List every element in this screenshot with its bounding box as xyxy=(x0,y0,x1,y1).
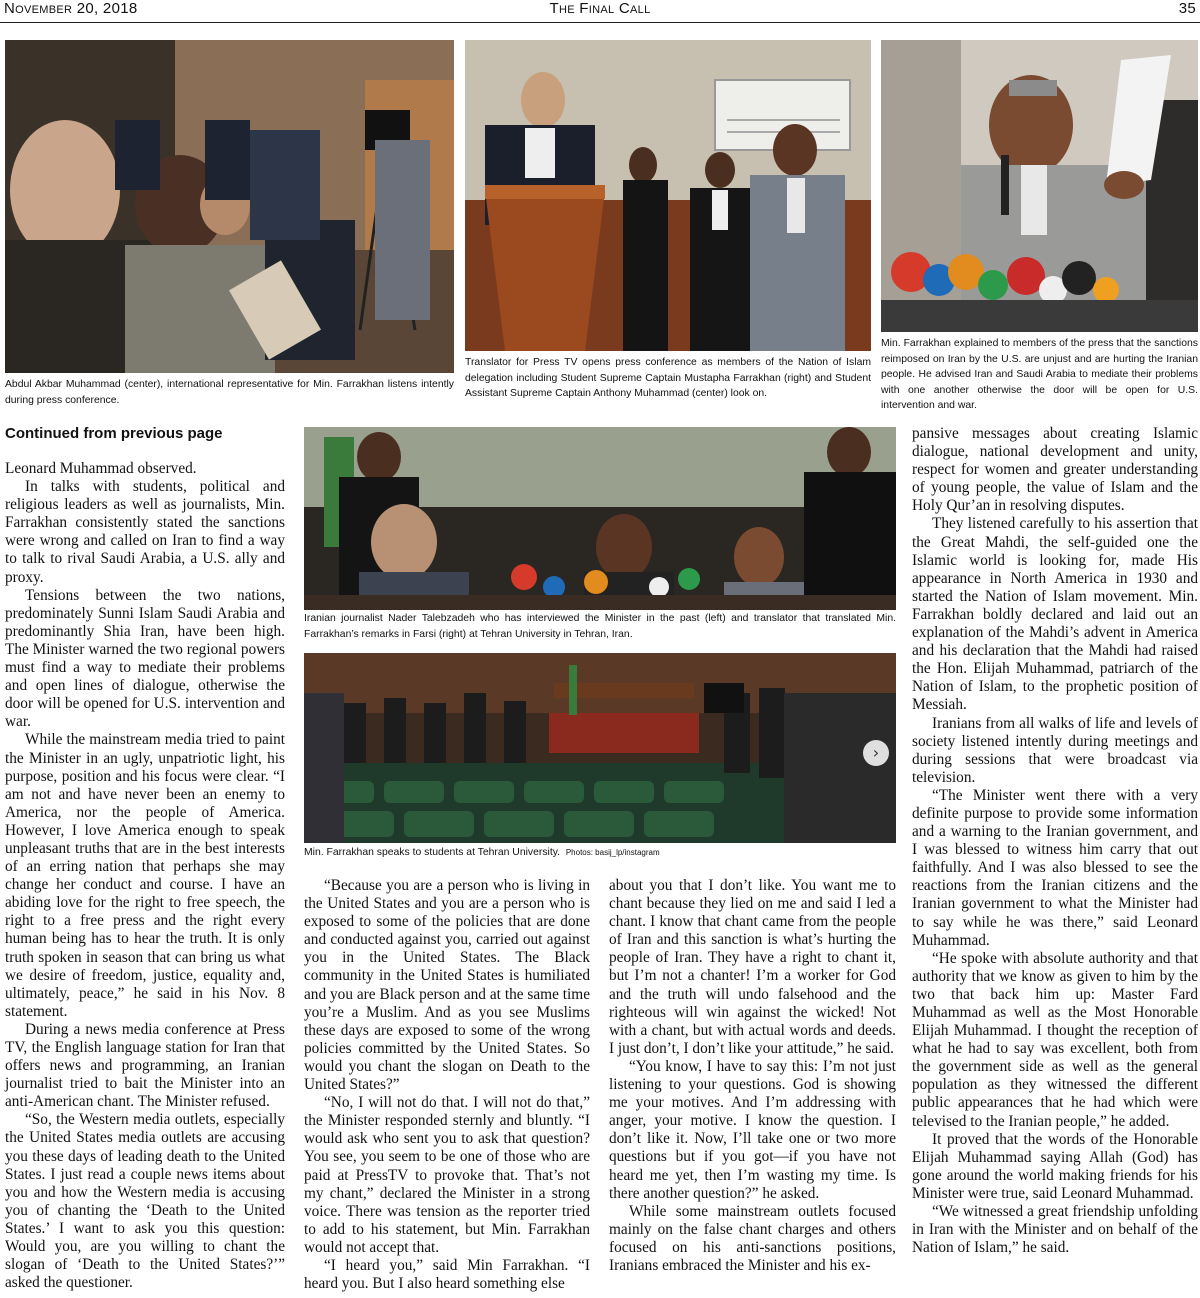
article-column-3 xyxy=(609,877,896,1275)
article-paragraph: In talks with students, political and religious leaders as well as journalists, Min. Farrakhan consistently stated the sanctions were wrong and called on Iran to find a way to talk to rival Saudi Arabia, a U.S. ally and proxy. xyxy=(5,478,285,586)
article-paragraph: “We witnessed a great friendship unfolding in Iran with the Minister and on behalf of the Nation of Islam,” he said. xyxy=(912,1203,1198,1257)
photo-caption xyxy=(304,845,896,861)
photo-caption: Iranian journalist Nader Talebzadeh who has interviewed the Minister in the past (left) and translator that translated Min. Farrakhan’s remarks in Farsi (right) at Tehran University in Tehran, Iran. xyxy=(304,613,896,640)
article-column-1 xyxy=(5,460,285,1292)
photo-tehran-panel xyxy=(304,427,896,610)
photo-students-auditorium xyxy=(304,653,896,843)
article-paragraph: “He spoke with absolute authority and that authority that we know as given to him by the two that back him up: Master Fard Muhammad as well as the Most Honorable Elijah Muhammad. I thought the reception of what he had to say was excellent, both from the government side as well as the general population as they witnessed the different public appearances that he had which were televised to the Iranian people,” he added. xyxy=(912,949,1198,1130)
photo-credit: Photos: basij_lp/instagram xyxy=(565,848,660,857)
publication-name: The Final Call xyxy=(549,0,651,17)
page-number: 35 xyxy=(1178,0,1196,17)
article-paragraph: Leonard Muhammad observed. xyxy=(5,460,197,477)
article-paragraph: “No, I will not do that. I will not do that,” the Minister responded sternly and bluntly. “I would ask who sent you to ask that question? You see, you seem to be one of those who are paid at PressTV to provoke that. That’s not my chant,” declared the Minister in a strong voice. There was tension as the reporter tried to add to his statement, but Min. Farrakhan would not accept that. xyxy=(304,1094,590,1256)
photo-caption: Translator for Press TV opens press conference as members of the Nation of Islam delegation including Student Supreme Captain Mustapha Farrakhan (right) and Student Assistant Supreme Captain Anthony Muhammad (center) look on. xyxy=(465,357,871,399)
photo-listening-delegates xyxy=(5,40,454,373)
continued-kicker: Continued from previous page xyxy=(5,425,223,442)
photo-caption-text: Min. Farrakhan speaks to students at Tehran University. xyxy=(304,847,561,858)
article-paragraph: pansive messages about creating Islamic dialogue, national development and unity, respect for women and greater understanding of young people, the value of Islam and the Holy Qur’an in resolving disputes. xyxy=(912,425,1198,515)
article-paragraph: “Because you are a person who is living in the United States and you are a person who is exposed to some of the policies that are done and conducted against you, carried out against you in the United States. The Black community in the United States is humiliated and you are Black person and at the same time you’re a Muslim. And as you see Muslims these days are exposed to some of the wrong policies committed by the United States. So would you chant the slogan on Death to the United States?” xyxy=(304,877,590,1094)
article-column-4 xyxy=(912,425,1198,1257)
next-slide-arrow-icon[interactable]: › xyxy=(863,740,889,766)
article-paragraph: “So, the Western media outlets, especially the United States media outlets are accusing you these days of leading death to the United States. I just read a couple news items about you and how the Western media is accusing you of chanting the ‘Death to the United States.’ I want to ask you this question: Would you, are you willing to chant the slogan of ‘Death to the United States?’” asked the questioner. xyxy=(5,1111,285,1292)
article-paragraph: While the mainstream media tried to paint the Minister in an ugly, unpatriotic light, his purpose, position and his focus were clear. “I am not and have never been an enemy to America, nor the people of America. However, I love America enough to speak unpleasant truths that are in the best interests of an erring nation that perhaps she may change her conduct and course. I have an abiding love for the right to free speech, the right to a free press and the right every human being has to hear the truth. It is only truth spoken in season that can bring us what we desire of freedom, justice, equality and, ultimately, peace,” he said in his Nov. 8 statement. xyxy=(5,731,285,1020)
page-header xyxy=(0,0,1200,23)
article-paragraph: While some mainstream outlets focused mainly on the false chant charges and others focused on his anti-sanctions positions, Iranians embraced the Minister and his ex- xyxy=(609,1202,896,1274)
photo-caption: Min. Farrakhan explained to members of the press that the sanctions reimposed on Iran by the U.S. are unjust and are hurting the Iranian people. He advised Iran and Saudi Arabia to mediate their problems with one another otherwise the door will be open for U.S. intervention and war. xyxy=(881,338,1198,411)
photo-minister-microphones xyxy=(881,40,1198,332)
article-paragraph: It proved that the words of the Honorable Elijah Muhammad saying Allah (God) has gone around the world making friends for his Minister were true, said Leonard Muhammad. xyxy=(912,1130,1198,1202)
article-paragraph: During a news media conference at Press TV, the English language station for Iran that offers news and programming, an Iranian journalist tried to bait the Minister into an anti-American chant. The Minister refused. xyxy=(5,1020,285,1111)
article-paragraph: They listened carefully to his assertion that the Great Mahdi, the self-guided one the Islamic world is looking for, made His appearance in North America in 1930 and started the Nation of Islam movement. Min. Farrakhan boldly declared and laid out an explanation of the Mahdi’s advent in America and his declaration that the Mahdi had raised the Hon. Elijah Muhammad, patriarch of the Nation of Islam, to the prophetic position of Messiah. xyxy=(912,515,1198,714)
issue-date: November 20, 2018 xyxy=(4,0,138,17)
article-paragraph: “I heard you,” said Min Farrakhan. “I heard you. But I also heard something else xyxy=(304,1256,590,1293)
article-column-2 xyxy=(304,877,590,1293)
article-paragraph: “You know, I have to say this: I’m not just listening to your questions. God is showing me your motives. And I’m addressing with anger, your motive. I know the question. I don’t like it. Now, I’ll take one or two more questions but if you got—if you have not heard me yet, then I’m wasting my time. Is there another question?” he asked. xyxy=(609,1057,896,1202)
photo-caption: Abdul Akbar Muhammad (center), international representative for Min. Farrakhan listens intently during press conference. xyxy=(5,379,454,406)
article-paragraph: Tensions between the two nations, predominately Sunni Islam Saudi Arabia and predominantly Shia Iran, have been high. The Minister warned the two regional powers must find a way to mediate their problems and open lines of dialogue, otherwise the door will be opened for U.S. intervention and war. xyxy=(5,586,285,731)
article-paragraph: “The Minister went there with a very definite purpose to provide some information and a warning to the Iranian government, and I was blessed to witness him carry that out faithfully. And I was also blessed to see the reactions from the Iranian citizens and the Iranian government to what the Minister had to say while he was there,” said Leonard Muhammad. xyxy=(912,786,1198,949)
photo-translator-podium xyxy=(465,40,871,351)
article-paragraph: about you that I don’t like. You want me to chant because they lied on me and said I led a chant. I know that chant came from the people of Iran and this sanction is what’s hurting the people of Iran. They have a right to chant it, but I’m not a chanter! I’m a worker for God and the truth will undo falsehood and the righteous will win against the wicked! Not with a chant, but with actual words and deeds. I just don’t, I don’t like your attitude,” he said. xyxy=(609,877,896,1057)
article-paragraph: Iranians from all walks of life and levels of society listened intently during meetings and during sessions that were broadcast via television. xyxy=(912,714,1198,786)
